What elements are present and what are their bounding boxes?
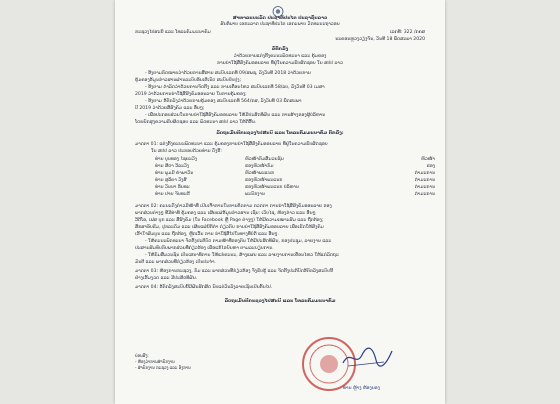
member-role: ກຳມະການ <box>414 171 435 176</box>
signature-title: ລັດຖະມົນຕີກະຊວງໄປສະນີ ແລະ ໂທລະຄົມມະນາຄົມ <box>224 299 336 304</box>
article-2-line: - ໃຫ້ຄະນະພັດທະນາ ຈັດຕັ້ງປະຕິບັດ ຕາມໜ້າທີ່ຂອງຕົນ ໃຫ້ມີປະສິດທິຜົນ, ກອງປະຊຸມ, ລາຍງານ ແລະ <box>145 239 332 244</box>
decision-subtitle-2: ການນຳໃຊ້ສື່ສັງຄົມອອນລາຍ ທີ່ຢູ່ໃນຄວາມຮັບຜິດຊອບ ໃນ ສປປ ລາວ <box>217 61 343 66</box>
member-name: ທ່ານ ວັນນາ ອິນທະ <box>155 185 190 190</box>
preamble-line: 2019 ວ່າດ້ວຍການນຳໃຊ້ສື່ສັງຄົມອອນລາຍ ໃນການຄຸ້ມຄອງ; <box>135 92 247 97</box>
member-position: ຮອງຫົວໜ້າພະແນກ ບໍລິຫານ <box>245 185 299 190</box>
article-2-line: ມາດຕາ 02: ຄະນະດັ່ງກ່າວມີໜ້າທີ່ ເປັນເຈົ້າການໃນການຕິດຕາມ ກວດກາ ການນຳໃຊ້ສື່ສັງຄົມອອນລາຍ ຂອງ <box>135 204 332 209</box>
member-role: ກຳມະການ <box>414 192 435 197</box>
member-position: ຫົວໜ້າກົມສື່ມວນຊົນ <box>245 157 284 162</box>
article-1-text: ມາດຕາ 01: ແຕ່ງຕັ້ງຄະນະພັດທະນາ ແລະ ຄຸ້ມຄອງການນຳໃຊ້ສື່ສັງຄົມອອນລາຍ ທີ່ຢູ່ໃນຄວາມຮັບຜິດຊອບ <box>135 142 328 147</box>
preamble-line: ໂດຍຍົກສູງຄວາມຮັບຜິດຊອບ ແລະ ພັດທະນາ ສປປ ລາວ ໃຫ້ດີຂຶ້ນ. <box>135 120 257 125</box>
article-2-line: ພາກສ່ວນຕ່າງໆ ທີ່ມີທ່າທີ ຄຸ້ມຄອງ ແລະ ເຜີຍແຜ່ຂໍ້ມູນຂ່າວສານ ເຊັ່ນ: ເວັບໄຊ, ຫ້ອງຂ່າວ ແລະ ອື່ນໆ <box>135 211 316 216</box>
decision-title: ຂໍ້ຕົກລົງ <box>271 47 289 52</box>
doc-number: ເລກທີ: 322 /ກຄສ <box>389 30 425 35</box>
article-4-line: ມາດຕາ 04: ຂໍ້ຕົກລົງສະບັບນີ້ມີຜົນສັກສິດ ນັບແຕ່ວັນລົງລາຍເຊັນເປັນຕົ້ນໄປ. <box>135 285 273 290</box>
member-name: ທ່ານ ພູມມີ ຄຳພາວັນ <box>155 171 194 176</box>
member-row <box>145 170 435 177</box>
article-3-line: ມາດຕາ 03: ຫ້ອງການກະຊວງ, ກົມ ແລະ ພາກສ່ວນທີ່ກ່ຽວຂ້ອງ ຈົ່ງຮັບຮູ້ ແລະ ຈັດຕັ້ງປະຕິບັດຂໍ້ຕົກລົງສະບັບນີ້ <box>135 269 334 274</box>
member-position: ຮອງຫົວໜ້າກົມ <box>245 164 274 169</box>
preamble-line: - ອີງຕາມກົດໝາຍວ່າດ້ວຍການສື່ສານ ສະບັບເລກທີ 09/ສພຊ, ລົງວັນທີ 2018 ວ່າດ້ວຍການ <box>145 71 311 76</box>
article-1-text-2: ໃນ ສປປ ລາວ ປະກອບດ້ວຍທ່ານ ດັ່ງນີ້: <box>151 149 222 154</box>
member-row <box>145 177 435 184</box>
signatory-name: ທ່ານ ຫຼ້າງ ຫ້ອງນອງ <box>343 386 380 391</box>
article-2-line: ສຶກສາອົບຮົມ, ປຸກລະດົມ ແລະ ເຜີຍແຜ່ນິຕິກຳ ກ່ຽວກັບ ການນຳໃຊ້ສື່ສັງຄົມອອນລາຍ ເພື່ອເຮັດໃຫ້ສັງຄົມ <box>135 225 324 230</box>
member-name: ທ່ານ ປາຍ ຈັນທະຣີ <box>155 192 190 197</box>
member-row <box>145 184 435 191</box>
member-row <box>145 156 435 163</box>
minister-decides: ລັດຖະມົນຕີກະຊວງໄປສະນີ ແລະ ໂທລະຄົມມະນາຄົມ ຕົກລົງ: <box>216 131 344 136</box>
member-role: ຫົວໜ້າ <box>421 157 435 162</box>
member-position: ຫົວໜ້າພະແນກ <box>245 171 275 176</box>
member-name: ທ່ານ ບຸນທອງ ໄຊຍະວົງ <box>155 157 198 162</box>
article-2-line: ມົນຕີ ແລະ ພາກສ່ວນທີ່ກ່ຽວຂ້ອງ ເປັນປະຈຳ. <box>135 260 216 265</box>
preamble-line: ປີ 2019 ວ່າດ້ວຍສື່ສັງຄົມ ແລະ ອື່ນໆ; <box>135 106 205 111</box>
preamble-line: - ອີງຕາມ ຂໍ້ຕົກລົງວ່າດ້ວຍການຄຸ້ມຄອງ ສະບັບເລກທີ 564/ກສ, ລົງວັນທີ 03 ພຶດສະພາ <box>145 99 302 104</box>
article-3-line: ຢ່າງເຂັ້ມງວດ ແລະ ມີປະສິດທິຜົນ. <box>135 276 198 281</box>
member-row <box>145 163 435 170</box>
doc-date: ນະຄອນຫຼວງວຽງຈັນ, ວັນທີ 18 ພຶດສະພາ 2020 <box>335 37 425 42</box>
document-page <box>115 0 445 404</box>
member-row <box>145 191 435 198</box>
header-ministry: ກະຊວງໄປສະນີ ແລະ ໂທລະຄົມມະນາຄົມ <box>135 30 211 35</box>
member-role: ກຳມະການ <box>414 178 435 183</box>
article-2-line: - ໃຫ້ກົມສື່ມວນຊົນ ເປັນເສນາທິການ ໃຫ້ແກ່ຄະນະ, ສ້າງແຜນ ແລະ ລາຍງານການເຄື່ອນໄຫວ ໃຫ້ແກ່ລັດຖະ <box>145 253 339 258</box>
preamble-line: - ອີງຕາມ ດຳລັດວ່າດ້ວຍການຈັດຕັ້ງ ແລະ ການເຄື່ອນໄຫວ ສະບັບເລກທີ 58/ລບ, ລົງວັນທີ 03 ເມສາ <box>145 85 325 90</box>
article-2-line: ວີດີໂອ, ເຟສ ບຸກ ແລະ ສື່ສັງຄົມ (ໃນ Facebook ຫຼື Page ຕ່າງໆ) ໃຫ້ມີຄວາມເໝາະສົມ ແລະ ຖືກຕ້ອງ; <box>135 218 324 223</box>
member-role: ຮອງ <box>426 164 435 169</box>
member-position: ຮອງຫົວໜ້າພະແນກ <box>245 178 283 183</box>
distribution-heading: ບ່ອນສົ່ງ: <box>135 353 149 358</box>
distribution-line: - ສຳນັກງານ ກະຊວງ ແລະ ອົງການ <box>135 365 191 370</box>
distribution-line: - ຫ້ອງວ່າການສຳນັກງານ <box>135 359 175 364</box>
preamble-line: - ເພື່ອປະກອບສ່ວນໃນການນຳໃຊ້ສື່ສັງຄົມອອນລາຍ ໃຫ້ມີປະສິດທິຜົນ ແລະ ການສ້າງຂອງຜູ້ບໍລິຫານ <box>145 113 326 118</box>
signature-icon <box>340 345 395 370</box>
member-role: ກຳມະການ <box>414 185 435 190</box>
article-2-line: ເຂົ້າໃຈສົມບູນ ແລະ ຖືກຕ້ອງ, ຫຼີກເວັ້ນ ການ ນຳໃຊ້ສື່ໄປໃນທາງທີ່ບໍ່ດີ ແລະ ອື່ນໆ. <box>135 232 279 237</box>
member-name: ທ່ານ ສຸລິຍາ ວົງສີ <box>155 178 187 183</box>
header-country: ສາທາລະນະລັດ ປະຊາທິປະໄຕ ປະຊາຊົນລາວ <box>232 16 328 21</box>
member-name: ທ່ານ ສີດາ ວິລະວົງ <box>155 164 190 169</box>
header-motto: ສັນຕິພາບ ເອກະລາດ ປະຊາທິປະໄຕ ເອກະພາບ ວັດທະນະຖາວອນ <box>220 22 340 27</box>
article-2-line: ປະສານສົມທົບກັບພາກສ່ວນທີ່ກ່ຽວຂ້ອງ ເພື່ອແກ້ໄຂບັນຫາ ຕາມລະບຽບການ. <box>135 246 274 251</box>
member-position: ພະນັກງານ <box>245 192 265 197</box>
decision-subtitle-1: ວ່າດ້ວຍການແຕ່ງຕັ້ງຄະນະພັດທະນາ ແລະ ຄຸ້ມຄອງ <box>233 54 327 59</box>
preamble-line: ຄຸ້ມຄອງຂໍ້ມູນຂ່າວສານຜ່ານລະບົບອິນເຕີເນັດ ສະບັບປັບປຸງ; <box>135 78 242 83</box>
